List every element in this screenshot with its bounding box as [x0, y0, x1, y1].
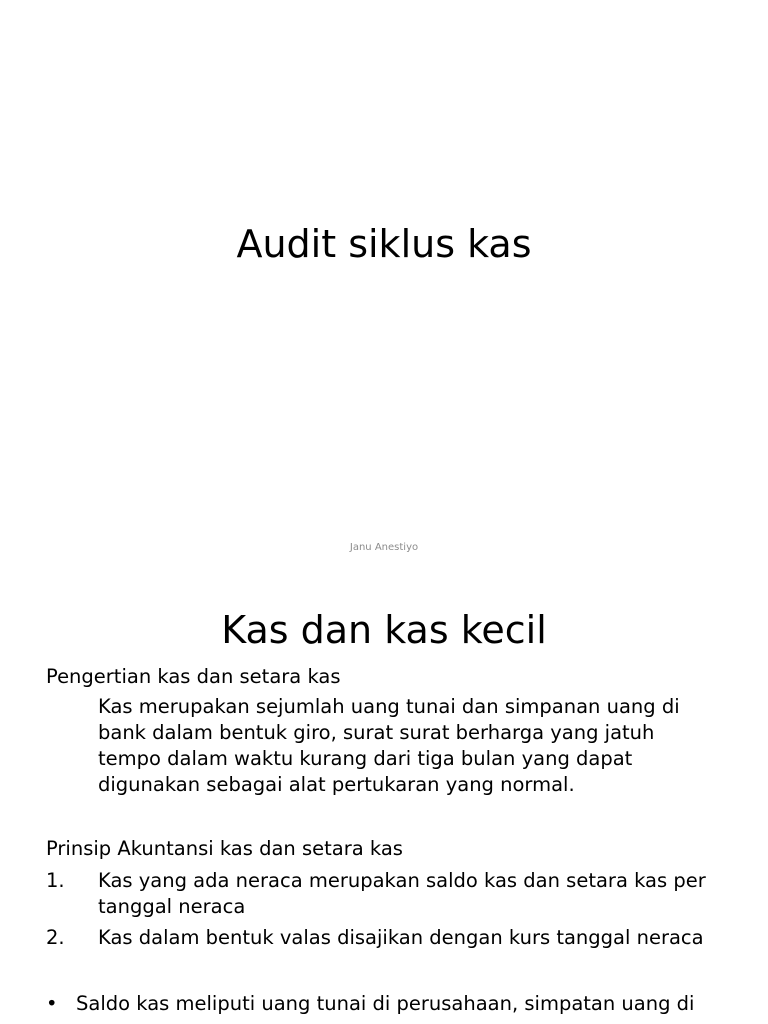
principle-item	[46, 868, 746, 920]
bullet-text: Saldo kas meliputi uang tunai di perusahaan, simpatan uang di	[76, 992, 695, 1015]
principle-line: tanggal neraca	[98, 895, 246, 918]
presentation-title: Audit siklus kas	[236, 222, 532, 266]
bullet-icon: •	[46, 992, 58, 1015]
slide-title: Kas dan kas kecil	[221, 608, 547, 652]
author-name: Janu Anestiyo	[349, 542, 419, 553]
principles-heading: Prinsip Akuntansi kas dan setara kas	[46, 837, 403, 860]
definition-line: Kas merupakan sejumlah uang tunai dan simpanan uang di	[98, 695, 680, 718]
principle-text	[98, 925, 738, 951]
principle-number: 1.	[46, 869, 65, 892]
definition-paragraph	[98, 694, 738, 798]
principle-line: Kas dalam bentuk valas disajikan dengan kurs tanggal neraca	[98, 926, 704, 949]
definition-line: bank dalam bentuk giro, surat surat berharga yang jatuh	[98, 721, 655, 744]
slide-kas-dan-kas-kecil	[0, 576, 768, 1024]
definition-line: digunakan sebagai alat pertukaran yang normal.	[98, 773, 575, 796]
definition-heading: Pengertian kas dan setara kas	[46, 665, 341, 688]
principle-text	[98, 868, 738, 920]
principle-line: Kas yang ada neraca merupakan saldo kas dan setara kas per	[98, 869, 706, 892]
principle-item	[46, 925, 746, 951]
principle-number: 2.	[46, 926, 65, 949]
definition-line: tempo dalam waktu kurang dari tiga bulan yang dapat	[98, 747, 633, 770]
